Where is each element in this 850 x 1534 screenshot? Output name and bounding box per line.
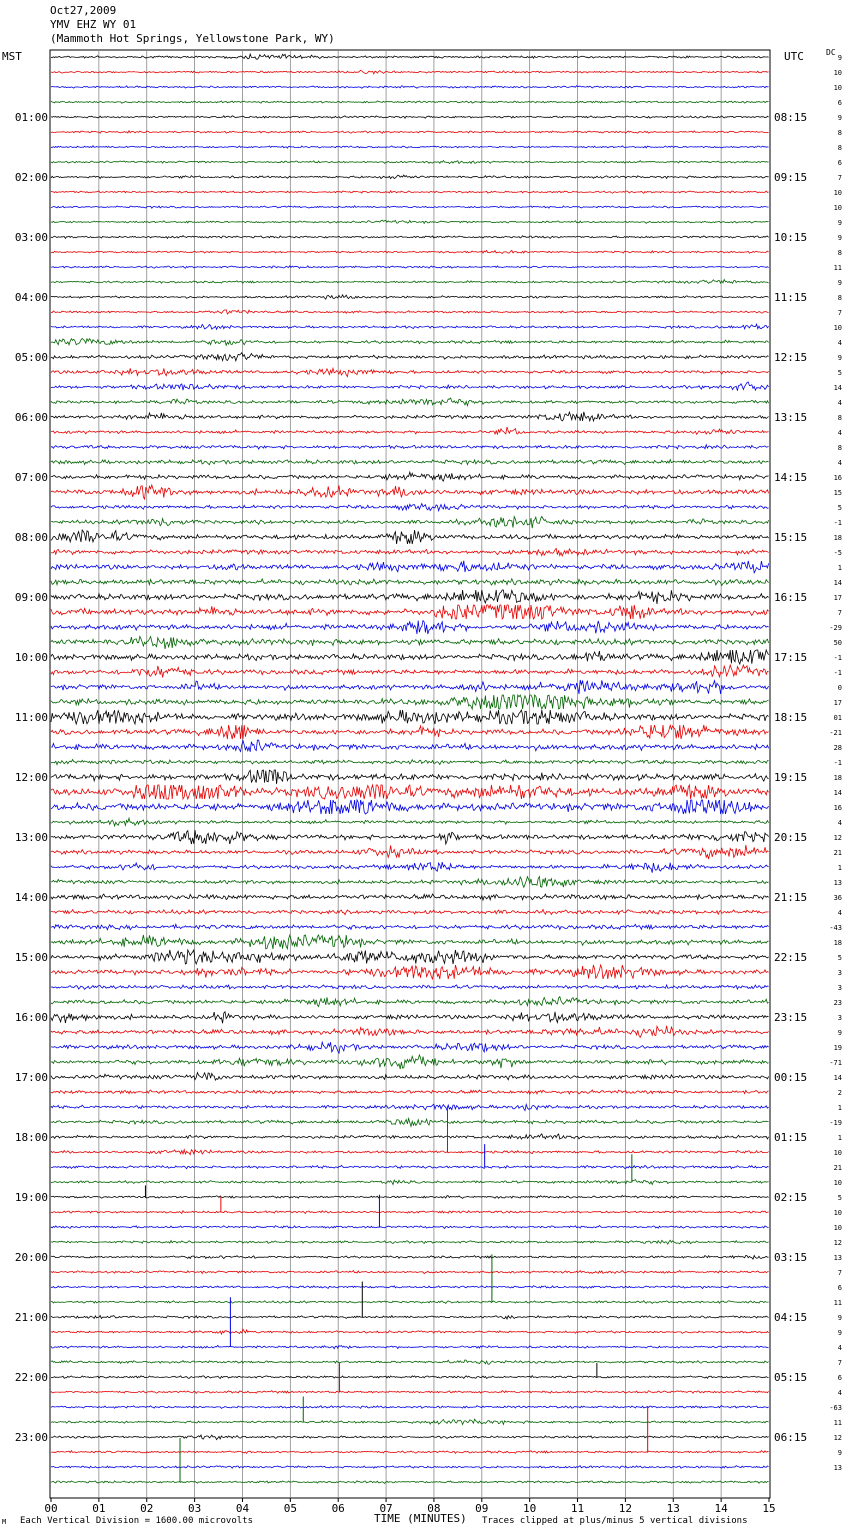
mst-hour-label: 17:00 <box>14 1071 48 1084</box>
utc-hour-label: 11:15 <box>774 291 808 304</box>
utc-hour-label: 21:15 <box>774 891 808 904</box>
utc-hour-label: 22:15 <box>774 951 808 964</box>
dc-offset-label: -5 <box>833 549 842 557</box>
trace-line <box>51 206 769 208</box>
dc-offset-label: 14 <box>833 384 842 392</box>
mst-hour-label: 16:00 <box>14 1011 48 1024</box>
dc-offset-label: 36 <box>833 894 842 902</box>
dc-offset-label: 3 <box>837 969 842 977</box>
dc-offset-label: 1 <box>837 1104 842 1112</box>
dc-offset-label: 5 <box>837 369 842 377</box>
mst-hour-label: 07:00 <box>14 471 48 484</box>
dc-offset-label: 10 <box>833 1149 842 1157</box>
dc-offset-label: 3 <box>837 984 842 992</box>
dc-offset-label: 5 <box>837 954 842 962</box>
dc-offset-label: -1 <box>833 759 842 767</box>
trace-line <box>51 1466 769 1469</box>
trace-line <box>51 1286 769 1289</box>
x-tick-label: 01 <box>92 1502 106 1515</box>
trace-line <box>51 1256 769 1260</box>
trace-line <box>51 460 769 465</box>
trace-line <box>51 997 769 1007</box>
x-tick-label: 11 <box>570 1502 585 1515</box>
dc-offset-label: 5 <box>837 1194 842 1202</box>
dc-offset-label: 16 <box>833 474 842 482</box>
trace-line <box>51 86 769 89</box>
dc-offset-label: 12 <box>833 1239 842 1247</box>
dc-offset-label: 9 <box>837 354 842 362</box>
dc-offset-label: 8 <box>837 129 842 137</box>
dc-offset-label: 9 <box>837 1314 842 1322</box>
x-tick-label: 03 <box>187 1502 202 1515</box>
dc-offset-label: 6 <box>837 99 842 107</box>
trace-line <box>51 1211 769 1214</box>
utc-hour-label: 15:15 <box>774 531 808 544</box>
trace-line <box>51 412 769 421</box>
trace-line <box>51 862 769 873</box>
mst-hour-label: 01:00 <box>14 111 48 124</box>
trace-line <box>51 590 769 604</box>
utc-hour-label: 06:15 <box>774 1431 808 1444</box>
trace-line <box>51 665 769 678</box>
mst-hour-label: 18:00 <box>14 1131 48 1144</box>
trace-line <box>51 368 769 376</box>
dc-offset-label: 18 <box>833 534 842 542</box>
trace-line <box>51 445 769 449</box>
dc-offset-label: 9 <box>837 1029 842 1037</box>
trace-line <box>51 770 769 784</box>
trace-line <box>51 894 769 900</box>
x-tick-label: 07 <box>379 1502 393 1515</box>
utc-hour-label: 01:15 <box>774 1131 808 1144</box>
dc-offset-label: 10 <box>833 204 842 212</box>
mst-axis-label: MST <box>2 50 22 63</box>
trace-line <box>51 382 769 391</box>
trace-line <box>51 295 769 299</box>
trace-line <box>51 324 769 329</box>
trace-line <box>51 680 769 694</box>
trace-line <box>51 725 769 739</box>
trace-line <box>51 818 769 826</box>
utc-hour-label: 08:15 <box>774 111 808 124</box>
trace-line <box>51 101 769 103</box>
dc-offset-label: 9 <box>837 1449 842 1457</box>
trace-line <box>51 70 769 74</box>
utc-hour-label: 13:15 <box>774 411 808 424</box>
trace-line <box>51 1150 769 1155</box>
trace-line <box>51 1270 769 1273</box>
dc-offset-label: 2 <box>837 1089 842 1097</box>
trace-line <box>51 950 769 964</box>
utc-hour-label: 00:15 <box>774 1071 808 1084</box>
trace-line <box>51 1240 769 1244</box>
mst-hour-label: 20:00 <box>14 1251 48 1264</box>
dc-offset-label: 6 <box>837 1374 842 1382</box>
dc-offset-label: 7 <box>837 1269 842 1277</box>
dc-offset-label: 8 <box>837 414 842 422</box>
x-tick-label: 13 <box>666 1502 680 1515</box>
mst-hour-label: 05:00 <box>14 351 48 364</box>
dc-offset-label: 14 <box>833 1074 842 1082</box>
trace-line <box>51 1391 769 1394</box>
dc-offset-label: 1 <box>837 1134 842 1142</box>
mst-hour-label: 12:00 <box>14 771 48 784</box>
clip-note: Traces clipped at plus/minus 5 vertical divisions <box>482 1516 748 1526</box>
x-axis-title: TIME (MINUTES) <box>374 1512 467 1525</box>
mst-hour-label: 06:00 <box>14 411 48 424</box>
dc-offset-label: 11 <box>833 1299 842 1307</box>
dc-offset-label: -1 <box>833 519 842 527</box>
dc-offset-label: 4 <box>837 459 842 467</box>
dc-offset-label: 7 <box>837 609 842 617</box>
trace-line <box>51 1301 769 1304</box>
dc-offset-label: 8 <box>837 294 842 302</box>
dc-offset-label: 21 <box>833 1164 842 1172</box>
trace-line <box>51 548 769 556</box>
trace-line <box>51 353 769 361</box>
trace-line <box>51 877 769 888</box>
dc-offset-label: 5 <box>837 504 842 512</box>
trace-line <box>51 1226 769 1229</box>
dc-offset-label: 21 <box>833 849 842 857</box>
dc-offset-label: 12 <box>833 834 842 842</box>
dc-offset-label: 0 <box>837 684 842 692</box>
dc-offset-label: 10 <box>833 1179 842 1187</box>
dc-offset-label: 19 <box>833 1044 842 1052</box>
dc-offset-label: 11 <box>833 1419 842 1427</box>
dc-offset-label: 8 <box>837 144 842 152</box>
trace-line <box>51 1419 769 1424</box>
trace-line <box>51 695 769 709</box>
dc-offset-label: 18 <box>833 939 842 947</box>
trace-line <box>51 1435 769 1440</box>
trace-line <box>51 131 769 134</box>
dc-offset-label: 3 <box>837 1014 842 1022</box>
trace-line <box>51 1481 769 1484</box>
x-tick-label: 06 <box>331 1502 345 1515</box>
trace-line <box>51 579 769 586</box>
dc-offset-label: 4 <box>837 1389 842 1397</box>
utc-hour-label: 19:15 <box>774 771 808 784</box>
utc-hour-label: 18:15 <box>774 711 808 724</box>
trace-line <box>51 710 769 724</box>
dc-offset-label: 28 <box>833 744 842 752</box>
dc-offset-label: 4 <box>837 1344 842 1352</box>
dc-offset-label: -43 <box>829 924 842 932</box>
trace-line <box>51 175 769 179</box>
mst-hour-label: 22:00 <box>14 1371 48 1384</box>
x-tick-label: 14 <box>714 1502 728 1515</box>
dc-offset-label: -19 <box>829 1119 842 1127</box>
dc-offset-label: 4 <box>837 429 842 437</box>
trace-line <box>51 339 769 346</box>
trace-line <box>51 965 769 979</box>
dc-offset-label: 1 <box>837 864 842 872</box>
trace-line <box>51 1360 769 1365</box>
trace-line <box>51 504 769 511</box>
trace-line <box>51 266 769 269</box>
dc-offset-label: 4 <box>837 339 842 347</box>
utc-hour-label: 10:15 <box>774 231 808 244</box>
trace-line <box>51 1165 769 1168</box>
trace-line <box>51 161 769 164</box>
trace-line <box>51 830 769 844</box>
dc-offset-label: 4 <box>837 909 842 917</box>
x-tick-label: 12 <box>618 1502 633 1515</box>
dc-offset-label: 7 <box>837 309 842 317</box>
mst-hour-label: 03:00 <box>14 231 48 244</box>
trace-line <box>51 54 769 59</box>
utc-hour-label: 02:15 <box>774 1191 808 1204</box>
dc-offset-label: 13 <box>833 879 842 887</box>
x-tick-label: 00 <box>44 1502 58 1515</box>
dc-offset-label: 10 <box>833 1224 842 1232</box>
trace-line <box>51 116 769 119</box>
dc-offset-label: -29 <box>829 624 842 632</box>
mst-hour-label: 14:00 <box>14 891 48 904</box>
dc-offset-label: 9 <box>837 219 842 227</box>
dc-offset-label: 4 <box>837 399 842 407</box>
trace-line <box>51 530 769 544</box>
x-tick-label: 08 <box>427 1502 441 1515</box>
trace-line <box>51 740 769 752</box>
trace-line <box>51 1451 769 1454</box>
mst-hour-label: 19:00 <box>14 1191 48 1204</box>
dc-offset-label: 14 <box>833 579 842 587</box>
dc-offset-label: -1 <box>833 669 842 677</box>
dc-offset-label: 23 <box>833 999 842 1007</box>
utc-hour-label: 16:15 <box>774 591 808 604</box>
trace-line <box>51 1180 769 1185</box>
trace-line <box>51 1042 769 1053</box>
mst-hour-label: 11:00 <box>14 711 48 724</box>
dc-offset-label: 9 <box>837 114 842 122</box>
trace-line <box>51 637 769 650</box>
dc-offset-label: 9 <box>837 54 842 62</box>
trace-line <box>51 935 769 949</box>
dc-offset-label: 10 <box>833 1209 842 1217</box>
trace-line <box>51 517 769 529</box>
trace-line <box>51 1195 769 1198</box>
header-location: (Mammoth Hot Springs, Yellowstone Park, WY) <box>50 32 335 45</box>
dc-offset-label: 10 <box>833 84 842 92</box>
trace-line <box>51 621 769 634</box>
trace-line <box>51 472 769 481</box>
trace-line <box>51 1345 769 1348</box>
trace-line <box>51 1090 769 1094</box>
mst-hour-label: 15:00 <box>14 951 48 964</box>
dc-offset-label: 8 <box>837 444 842 452</box>
trace-line <box>51 909 769 914</box>
mst-hour-label: 02:00 <box>14 171 48 184</box>
mst-hour-label: 08:00 <box>14 531 48 544</box>
dc-offset-label: -21 <box>829 729 842 737</box>
trace-line <box>51 310 769 314</box>
trace-line <box>51 1104 769 1110</box>
dc-offset-label: 9 <box>837 1329 842 1337</box>
trace-line <box>51 1406 769 1409</box>
trace-line <box>51 427 769 434</box>
corner-mark: M <box>2 1518 7 1526</box>
trace-line <box>51 845 769 859</box>
trace-line <box>51 985 769 989</box>
trace-line <box>51 760 769 765</box>
utc-axis-label: UTC <box>784 50 804 63</box>
trace-line <box>51 1055 769 1069</box>
dc-offset-label: 6 <box>837 1284 842 1292</box>
dc-label: DC <box>826 48 836 57</box>
x-tick-label: 15 <box>762 1502 776 1515</box>
mst-hour-label: 09:00 <box>14 591 48 604</box>
trace-line <box>51 220 769 223</box>
trace-line <box>51 605 769 619</box>
trace-line <box>51 398 769 406</box>
dc-offset-label: 17 <box>833 699 842 707</box>
scale-note: Each Vertical Division = 1600.00 microvolts <box>20 1516 253 1526</box>
trace-line <box>51 785 769 799</box>
dc-offset-label: 17 <box>833 594 842 602</box>
trace-line <box>51 236 769 239</box>
trace-line <box>51 485 769 499</box>
dc-offset-label: 16 <box>833 804 842 812</box>
utc-hour-label: 20:15 <box>774 831 808 844</box>
x-tick-label: 02 <box>140 1502 154 1515</box>
header-date: Oct27,2009 <box>50 4 117 17</box>
trace-line <box>51 800 769 814</box>
mst-hour-label: 23:00 <box>14 1431 48 1444</box>
mst-hour-label: 10:00 <box>14 651 48 664</box>
dc-offset-label: 13 <box>833 1254 842 1262</box>
dc-offset-label: 18 <box>833 774 842 782</box>
x-tick-label: 05 <box>283 1502 297 1515</box>
dc-offset-label: 8 <box>837 249 842 257</box>
utc-hour-label: 14:15 <box>774 471 808 484</box>
utc-hour-label: 17:15 <box>774 651 808 664</box>
trace-line <box>51 1119 769 1127</box>
dc-offset-label: -71 <box>829 1059 842 1067</box>
trace-line <box>51 250 769 253</box>
dc-offset-label: 50 <box>833 639 842 647</box>
utc-hour-label: 03:15 <box>774 1251 808 1264</box>
dc-offset-label: 9 <box>837 279 842 287</box>
x-tick-label: 10 <box>523 1502 537 1515</box>
utc-hour-label: 23:15 <box>774 1011 808 1024</box>
utc-hour-label: 04:15 <box>774 1311 808 1324</box>
utc-hour-label: 05:15 <box>774 1371 808 1384</box>
trace-line <box>51 1012 769 1024</box>
dc-offset-label: 12 <box>833 1434 842 1442</box>
dc-offset-label: 15 <box>833 489 842 497</box>
trace-line <box>51 146 769 148</box>
trace-line <box>51 191 769 194</box>
trace-line <box>51 1026 769 1038</box>
trace-line <box>51 1376 769 1379</box>
dc-offset-label: 11 <box>833 264 842 272</box>
utc-hour-label: 09:15 <box>774 171 808 184</box>
dc-offset-label: 4 <box>837 819 842 827</box>
trace-line <box>51 1073 769 1081</box>
trace-line <box>51 924 769 929</box>
utc-hour-label: 12:15 <box>774 351 808 364</box>
dc-offset-label: 7 <box>837 174 842 182</box>
dc-offset-label: -63 <box>829 1404 842 1412</box>
header-station: YMV EHZ WY 01 <box>50 18 137 31</box>
dc-offset-label: 01 <box>833 714 842 722</box>
dc-offset-label: 1 <box>837 564 842 572</box>
dc-offset-label: 7 <box>837 1359 842 1367</box>
trace-line <box>51 1134 769 1139</box>
dc-offset-label: 6 <box>837 159 842 167</box>
trace-line <box>51 650 769 664</box>
trace-line <box>51 1329 769 1334</box>
dc-offset-label: 13 <box>833 1464 842 1472</box>
dc-offset-label: 14 <box>833 789 842 797</box>
x-tick-label: 09 <box>475 1502 489 1515</box>
x-tick-label: 04 <box>235 1502 250 1515</box>
trace-line <box>51 561 769 573</box>
trace-line <box>51 280 769 284</box>
trace-line <box>51 1316 769 1320</box>
mst-hour-label: 21:00 <box>14 1311 48 1324</box>
dc-offset-label: 10 <box>833 69 842 77</box>
mst-hour-label: 13:00 <box>14 831 48 844</box>
dc-offset-label: 10 <box>833 189 842 197</box>
dc-offset-label: -1 <box>833 654 842 662</box>
dc-offset-label: 9 <box>837 234 842 242</box>
mst-hour-label: 04:00 <box>14 291 48 304</box>
dc-offset-label: 10 <box>833 324 842 332</box>
